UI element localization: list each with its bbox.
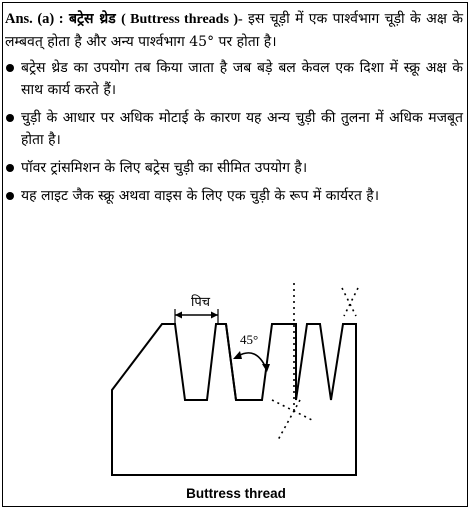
thread-gap-lines (226, 324, 236, 400)
diagonal-dotted-line-1 (278, 400, 300, 440)
figure-caption: Buttress thread (186, 486, 286, 501)
pitch-label: पिच (191, 294, 211, 309)
intro-paragraph (5, 8, 463, 53)
diagonal-dotted-line-3 (344, 288, 358, 316)
list-item (5, 157, 463, 179)
bullet-icon (6, 114, 14, 122)
bullet-icon (6, 192, 14, 200)
bullet-text: बट्रेस थ्रेड का उपयोग तब किया जाता है जब बड़े बल केवल एक दिशा में स्क्रू अक्ष के साथ कार्य करते हैं। (21, 60, 463, 98)
title-hindi: बट्रेस थ्रेड (68, 11, 116, 27)
bullet-text: यह लाइट जैक स्क्रू अथवा वाइस के लिए एक चुड़ी के रूप में कार्यरत है। (21, 188, 380, 204)
diagonal-dotted-line-2 (342, 288, 356, 316)
title-english: ( Buttress threads )- (121, 12, 243, 27)
angle-arc (238, 353, 266, 368)
bullet-list (5, 57, 463, 207)
angle-arrow-left (233, 351, 242, 359)
bullet-text: पॉवर ट्रांसमिशन के लिए बट्रेस चुड़ी का सीमित उपयोग है। (21, 160, 308, 176)
list-item (5, 57, 463, 101)
diagonal-dotted-line-4 (272, 400, 312, 420)
intro-text: इस चूड़ी में एक पार्श्वभाग चूड़ी के अक्ष के लम्बवत् होता है और अन्य पार्श्वभाग 45° पर होता है। (5, 11, 463, 50)
angle-label: 45° (240, 332, 259, 347)
bullet-icon (6, 164, 14, 172)
pitch-arrow-right (211, 312, 218, 319)
answer-text (5, 8, 463, 213)
bullet-text: चुड़ी के आधार पर अधिक मोटाई के कारण यह अन्य चुड़ी की तुलना में अधिक मजबूत होता है। (21, 110, 463, 148)
list-item (5, 107, 463, 151)
thread-profile (112, 324, 356, 475)
list-item (5, 185, 463, 207)
answer-label: Ans. (a) : (5, 11, 64, 27)
buttress-thread-diagram (0, 280, 472, 480)
pitch-arrow-left (175, 312, 182, 319)
bullet-icon (6, 64, 14, 72)
